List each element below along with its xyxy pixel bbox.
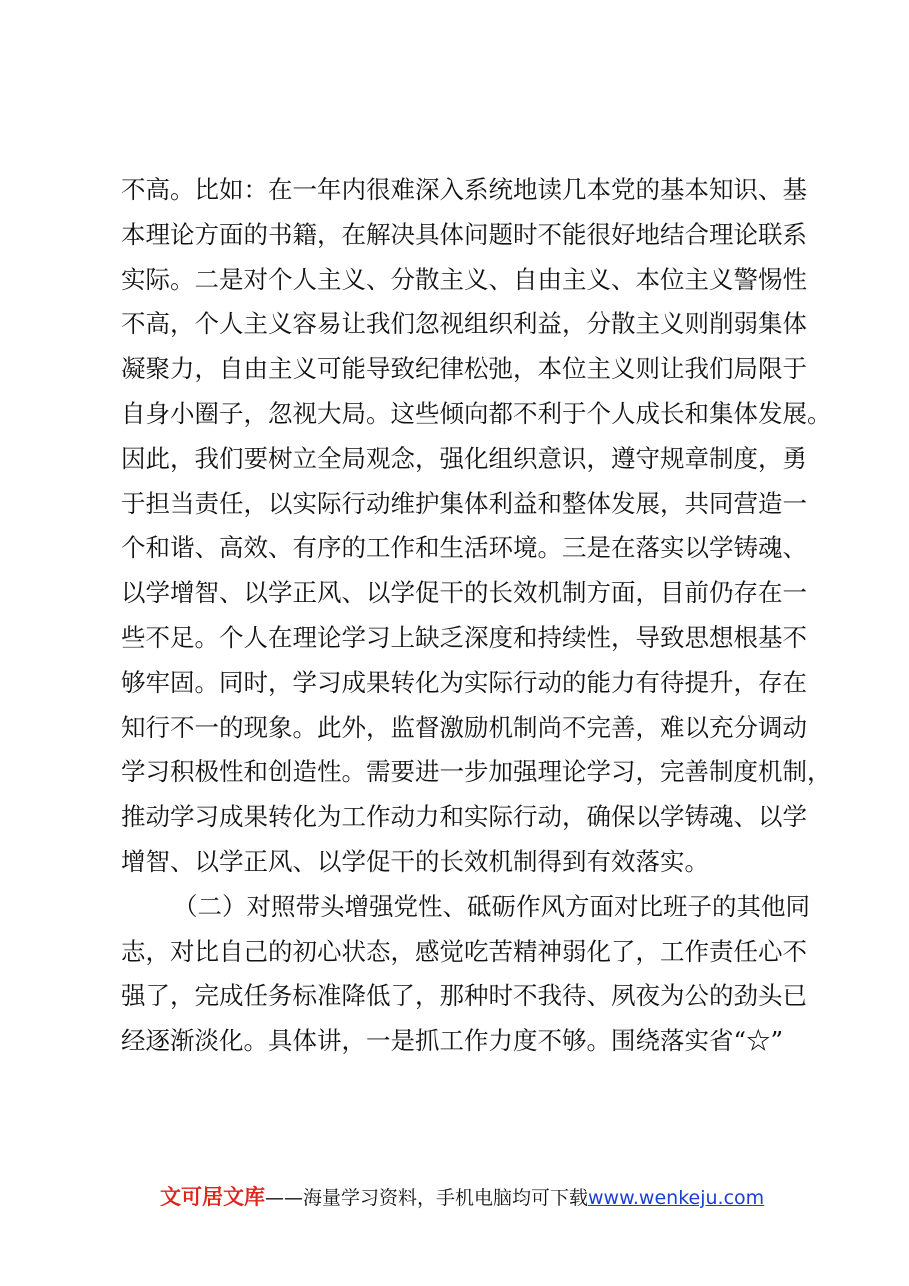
footer-url-link[interactable]: www.wenkeju.com [588,1187,765,1209]
text-line: 增智、以学正风、以学促干的长效机制得到有效落实。 [121,846,709,876]
text-line: 知行不一的现象。此外，监督激励机制尚不完善，难以充分调动 [121,712,807,742]
text-line: 学习积极性和创造性。需要进一步加强理论学习，完善制度机制， [121,757,832,787]
text-line: 因此，我们要树立全局观念，强化组织意识，遵守规章制度，勇 [121,443,807,473]
text-line: 于担当责任，以实际行动维护集体利益和整体发展，共同营造一 [121,488,807,518]
text-line: 实际。二是对个人主义、分散主义、自由主义、本位主义警惕性 [121,264,807,294]
text-line: 推动学习成果转化为工作动力和实际行动，确保以学铸魂、以学 [121,802,807,832]
footer-banner [160,1183,764,1212]
text-line: 自身小圈子，忽视大局。这些倾向都不利于个人成长和集体发展。 [121,398,832,428]
text-line: 些不足。个人在理论学习上缺乏深度和持续性，导致思想根基不 [121,622,807,652]
text-line: 够牢固。同时，学习成果转化为实际行动的能力有待提升，存在 [121,667,807,697]
text-line: 经逐渐淡化。具体讲，一是抓工作力度不够。围绕落实省“☆” [121,1026,784,1056]
section-heading-line: （二）对照带头增强党性、砥砺作风方面对比班子的其他同 [173,891,810,921]
text-line: 强了，完成任务标准降低了，那种时不我待、夙夜为公的劲头已 [121,981,807,1011]
text-line: 不高。比如：在一年内很难深入系统地读几本党的基本知识、基 [121,175,807,204]
text-line: 凝聚力，自由主义可能导致纪律松弛，本位主义则让我们局限于 [121,354,807,384]
footer-tagline: ——海量学习资料，手机电脑均可下载 [265,1187,589,1209]
document-body [121,168,832,1064]
text-line: 志，对比自己的初心状态，感觉吃苦精神弱化了，工作责任心不 [121,936,807,966]
footer-brand: 文可居文库 [160,1185,265,1209]
text-line: 个和谐、高效、有序的工作和生活环境。三是在落实以学铸魂、 [121,533,807,563]
text-line: 不高，个人主义容易让我们忽视组织利益，分散主义则削弱集体 [121,309,807,339]
text-line: 本理论方面的书籍，在解决具体问题时不能很好地结合理论联系 [121,219,807,249]
text-line: 以学增智、以学正风、以学促干的长效机制方面，目前仍存在一 [121,578,807,608]
